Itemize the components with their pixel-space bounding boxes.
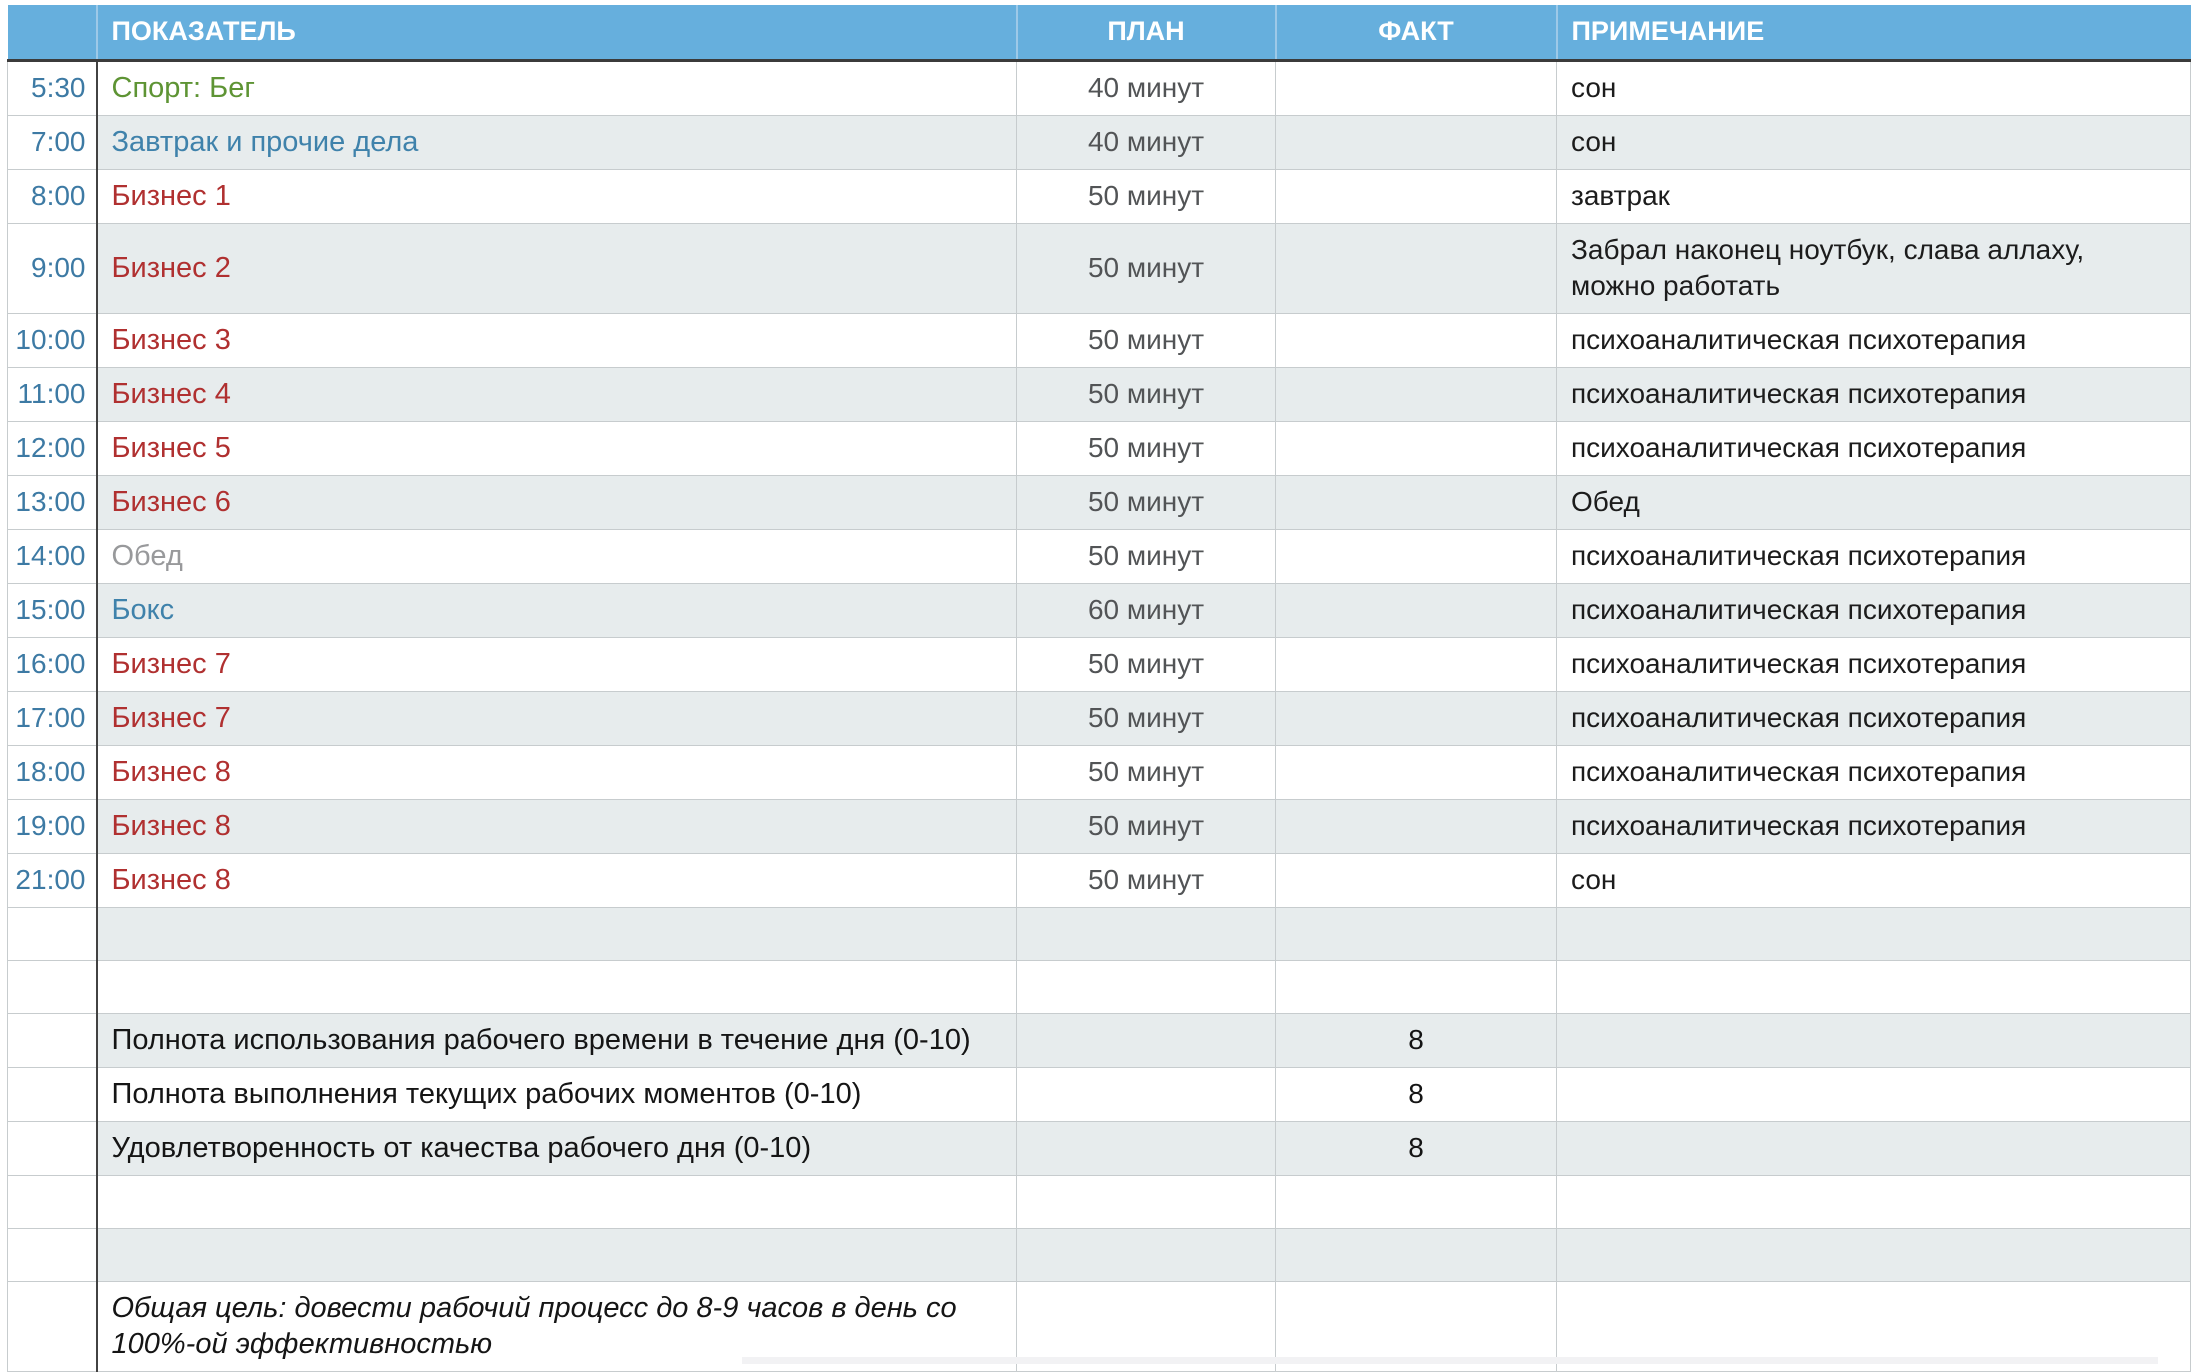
header-cell-plan[interactable]: ПЛАН: [1017, 5, 1276, 60]
time-cell[interactable]: 12:00: [8, 421, 97, 475]
empty-row: [8, 1175, 2191, 1228]
summary-row: [8, 1067, 2191, 1121]
indicator-cell[interactable]: [97, 960, 1017, 1013]
plan-cell[interactable]: 50 минут: [1017, 799, 1276, 853]
entry-row: [8, 529, 2191, 583]
note-cell[interactable]: психоаналитическая психотерапия: [1557, 745, 2191, 799]
fact-cell[interactable]: [1276, 115, 1557, 169]
note-cell[interactable]: [1557, 1013, 2191, 1067]
empty-row: [8, 1228, 2191, 1281]
indicator-cell[interactable]: Обед: [97, 529, 1017, 583]
indicator-cell[interactable]: Бизнес 2: [97, 223, 1017, 313]
time-cell[interactable]: 17:00: [8, 691, 97, 745]
time-cell[interactable]: 8:00: [8, 169, 97, 223]
entry-row: [8, 367, 2191, 421]
indicator-cell[interactable]: Спорт: Бег: [97, 60, 1017, 115]
indicator-cell[interactable]: Бизнес 7: [97, 637, 1017, 691]
header-cell-time[interactable]: [8, 5, 97, 60]
note-cell[interactable]: сон: [1557, 60, 2191, 115]
fact-cell[interactable]: [1276, 223, 1557, 313]
entry-row: [8, 223, 2191, 313]
note-cell[interactable]: [1557, 1067, 2191, 1121]
plan-cell[interactable]: 50 минут: [1017, 223, 1276, 313]
note-cell[interactable]: психоаналитическая психотерапия: [1557, 529, 2191, 583]
fact-cell[interactable]: [1276, 745, 1557, 799]
note-cell[interactable]: психоаналитическая психотерапия: [1557, 637, 2191, 691]
entry-row: [8, 799, 2191, 853]
fact-cell[interactable]: [1276, 1175, 1557, 1228]
header-cell-fact[interactable]: ФАКТ: [1276, 5, 1557, 60]
indicator-cell[interactable]: Бизнес 8: [97, 799, 1017, 853]
note-cell[interactable]: сон: [1557, 115, 2191, 169]
time-cell[interactable]: [8, 907, 97, 960]
indicator-cell[interactable]: Бизнес 1: [97, 169, 1017, 223]
time-cell[interactable]: [8, 1067, 97, 1121]
entry-row: [8, 60, 2191, 115]
fact-cell[interactable]: [1276, 1228, 1557, 1281]
plan-cell[interactable]: 50 минут: [1017, 691, 1276, 745]
timesheet-table-container: [7, 5, 2190, 1372]
indicator-cell[interactable]: Бизнес 6: [97, 475, 1017, 529]
time-cell[interactable]: [8, 1013, 97, 1067]
note-cell[interactable]: сон: [1557, 853, 2191, 907]
fact-cell[interactable]: 8: [1276, 1121, 1557, 1175]
note-cell[interactable]: [1557, 960, 2191, 1013]
time-cell[interactable]: 18:00: [8, 745, 97, 799]
plan-cell[interactable]: [1017, 1175, 1276, 1228]
time-cell[interactable]: 21:00: [8, 853, 97, 907]
note-cell[interactable]: Обед: [1557, 475, 2191, 529]
note-cell[interactable]: психоаналитическая психотерапия: [1557, 691, 2191, 745]
time-cell[interactable]: [8, 1281, 97, 1371]
note-cell[interactable]: психоаналитическая психотерапия: [1557, 583, 2191, 637]
empty-row: [8, 960, 2191, 1013]
plan-cell[interactable]: [1017, 907, 1276, 960]
indicator-cell[interactable]: Бокс: [97, 583, 1017, 637]
time-cell[interactable]: 10:00: [8, 313, 97, 367]
time-cell[interactable]: 14:00: [8, 529, 97, 583]
summary-row: [8, 1121, 2191, 1175]
fact-cell[interactable]: [1276, 637, 1557, 691]
fact-cell[interactable]: [1276, 475, 1557, 529]
entry-row: [8, 169, 2191, 223]
entry-row: [8, 853, 2191, 907]
time-cell[interactable]: 15:00: [8, 583, 97, 637]
plan-cell[interactable]: [1017, 1067, 1276, 1121]
entry-row: [8, 313, 2191, 367]
header-row: [8, 5, 2191, 60]
plan-cell[interactable]: 50 минут: [1017, 367, 1276, 421]
plan-cell[interactable]: 50 минут: [1017, 745, 1276, 799]
plan-cell[interactable]: 60 минут: [1017, 583, 1276, 637]
fact-cell[interactable]: [1276, 583, 1557, 637]
summary-row: [8, 1013, 2191, 1067]
header-cell-indicator[interactable]: ПОКАЗАТЕЛЬ: [97, 5, 1017, 60]
fact-cell[interactable]: [1276, 60, 1557, 115]
note-cell[interactable]: [1557, 907, 2191, 960]
entry-row: [8, 115, 2191, 169]
note-cell[interactable]: психоаналитическая психотерапия: [1557, 367, 2191, 421]
fact-cell[interactable]: [1276, 960, 1557, 1013]
time-cell[interactable]: 5:30: [8, 60, 97, 115]
plan-cell[interactable]: 50 минут: [1017, 313, 1276, 367]
empty-row: [8, 907, 2191, 960]
indicator-cell[interactable]: Полнота использования рабочего времени в течение дня (0-10): [97, 1013, 1017, 1067]
plan-cell[interactable]: 40 минут: [1017, 115, 1276, 169]
indicator-cell[interactable]: Бизнес 3: [97, 313, 1017, 367]
fact-cell[interactable]: [1276, 313, 1557, 367]
indicator-cell[interactable]: Бизнес 8: [97, 853, 1017, 907]
fact-cell[interactable]: 8: [1276, 1067, 1557, 1121]
fact-cell[interactable]: [1276, 367, 1557, 421]
fact-cell[interactable]: [1276, 169, 1557, 223]
time-cell[interactable]: [8, 1175, 97, 1228]
fact-cell[interactable]: [1276, 529, 1557, 583]
indicator-cell[interactable]: Бизнес 5: [97, 421, 1017, 475]
time-cell[interactable]: 7:00: [8, 115, 97, 169]
note-cell[interactable]: [1557, 1175, 2191, 1228]
time-cell[interactable]: [8, 1228, 97, 1281]
fact-cell[interactable]: [1276, 691, 1557, 745]
note-cell[interactable]: психоаналитическая психотерапия: [1557, 313, 2191, 367]
time-cell[interactable]: [8, 1121, 97, 1175]
entry-row: [8, 745, 2191, 799]
note-cell[interactable]: [1557, 1228, 2191, 1281]
plan-cell[interactable]: 40 минут: [1017, 60, 1276, 115]
indicator-cell[interactable]: Общая цель: довести рабочий процесс до 8-9 часов в день со 100%-ой эффективностью: [97, 1281, 1017, 1371]
time-cell[interactable]: 16:00: [8, 637, 97, 691]
plan-cell[interactable]: [1017, 1121, 1276, 1175]
note-cell[interactable]: [1557, 1121, 2191, 1175]
indicator-cell[interactable]: Удовлетворенность от качества рабочего дня (0-10): [97, 1121, 1017, 1175]
plan-cell[interactable]: [1017, 1228, 1276, 1281]
indicator-cell[interactable]: [97, 1175, 1017, 1228]
time-cell[interactable]: 13:00: [8, 475, 97, 529]
indicator-cell[interactable]: Бизнес 7: [97, 691, 1017, 745]
plan-cell[interactable]: 50 минут: [1017, 853, 1276, 907]
note-cell[interactable]: Забрал наконец ноутбук, слава аллаху, можно работать: [1557, 223, 2191, 313]
time-cell[interactable]: 11:00: [8, 367, 97, 421]
entry-row: [8, 475, 2191, 529]
plan-cell[interactable]: [1017, 960, 1276, 1013]
time-cell[interactable]: [8, 960, 97, 1013]
plan-cell[interactable]: 50 минут: [1017, 529, 1276, 583]
fact-cell[interactable]: [1276, 907, 1557, 960]
fact-cell[interactable]: 8: [1276, 1013, 1557, 1067]
fact-cell[interactable]: [1276, 853, 1557, 907]
entry-row: [8, 637, 2191, 691]
plan-cell[interactable]: 50 минут: [1017, 637, 1276, 691]
note-cell[interactable]: психоаналитическая психотерапия: [1557, 421, 2191, 475]
note-cell[interactable]: психоаналитическая психотерапия: [1557, 799, 2191, 853]
partial-next-row-artifact: [742, 1357, 2158, 1364]
timesheet-table: [7, 5, 2191, 1372]
entry-row: [8, 421, 2191, 475]
indicator-cell[interactable]: [97, 907, 1017, 960]
note-cell[interactable]: завтрак: [1557, 169, 2191, 223]
header-cell-note[interactable]: ПРИМЕЧАНИЕ: [1557, 5, 2191, 60]
fact-cell[interactable]: [1276, 421, 1557, 475]
plan-cell[interactable]: 50 минут: [1017, 169, 1276, 223]
indicator-cell[interactable]: Завтрак и прочие дела: [97, 115, 1017, 169]
time-cell[interactable]: 9:00: [8, 223, 97, 313]
entry-row: [8, 691, 2191, 745]
plan-cell[interactable]: 50 минут: [1017, 475, 1276, 529]
plan-cell[interactable]: [1017, 1013, 1276, 1067]
indicator-cell[interactable]: [97, 1228, 1017, 1281]
fact-cell[interactable]: [1276, 799, 1557, 853]
entry-row: [8, 583, 2191, 637]
indicator-cell[interactable]: Бизнес 4: [97, 367, 1017, 421]
plan-cell[interactable]: 50 минут: [1017, 421, 1276, 475]
indicator-cell[interactable]: Бизнес 8: [97, 745, 1017, 799]
time-cell[interactable]: 19:00: [8, 799, 97, 853]
indicator-cell[interactable]: Полнота выполнения текущих рабочих моментов (0-10): [97, 1067, 1017, 1121]
